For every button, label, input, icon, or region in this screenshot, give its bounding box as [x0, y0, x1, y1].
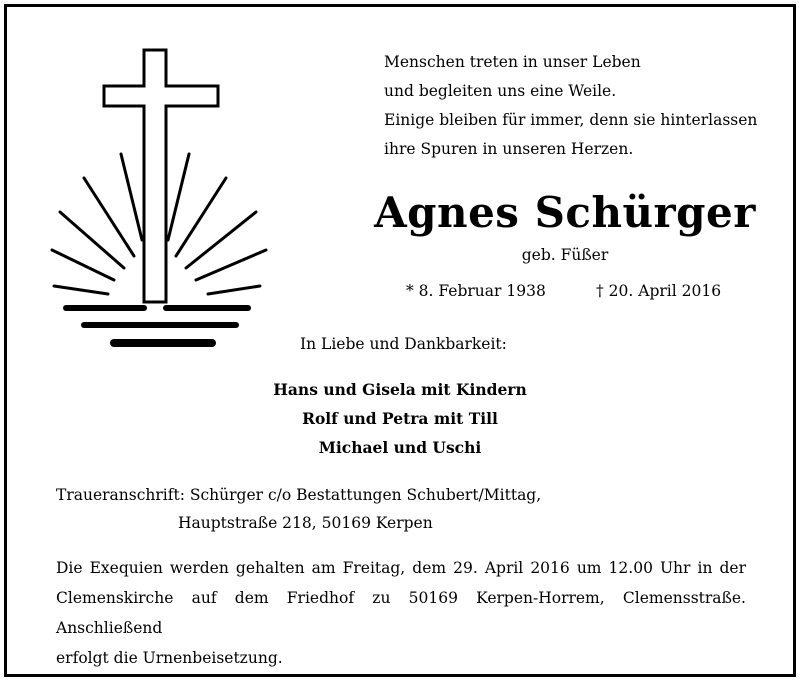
family-member: Michael und Uschi — [318, 438, 482, 457]
service-details — [56, 553, 746, 673]
poem-line: Menschen treten in unser Leben — [384, 53, 641, 71]
poem — [384, 48, 757, 164]
water-lines — [66, 308, 248, 343]
sun-rays — [52, 154, 266, 294]
family-member: Hans und Gisela mit Kindern — [273, 380, 527, 399]
mourning-address-line1: Traueranschrift: Schürger c/o Bestattungen Schubert/Mittag, — [56, 486, 542, 504]
service-line: Clemenskirche auf dem Friedhof zu 50169 Kerpen-Horrem, Clemensstraße. Anschließend — [56, 589, 746, 637]
poem-line: ihre Spuren in unseren Herzen. — [384, 140, 634, 158]
family-list — [200, 375, 600, 462]
death-date: † 20. April 2016 — [596, 282, 722, 300]
service-line: Die Exequien werden gehalten am Freitag, dem 29. April 2016 um 12.00 Uhr in der — [56, 559, 746, 577]
poem-line: Einige bleiben für immer, denn sie hinterlassen — [384, 111, 758, 129]
service-line: erfolgt die Urnenbeisetzung. — [56, 649, 283, 667]
mourning-address-line2: Hauptstraße 218, 50169 Kerpen — [178, 514, 433, 532]
birth-date: * 8. Februar 1938 — [406, 282, 546, 300]
cross-sunrise-icon — [48, 46, 278, 356]
poem-line: und begleiten uns eine Weile. — [384, 82, 617, 100]
family-member: Rolf und Petra mit Till — [302, 409, 498, 428]
maiden-name: geb. Füßer — [521, 246, 609, 264]
deceased-name: Agnes Schürger — [374, 188, 756, 237]
dedication: In Liebe und Dankbarkeit: — [300, 335, 507, 353]
